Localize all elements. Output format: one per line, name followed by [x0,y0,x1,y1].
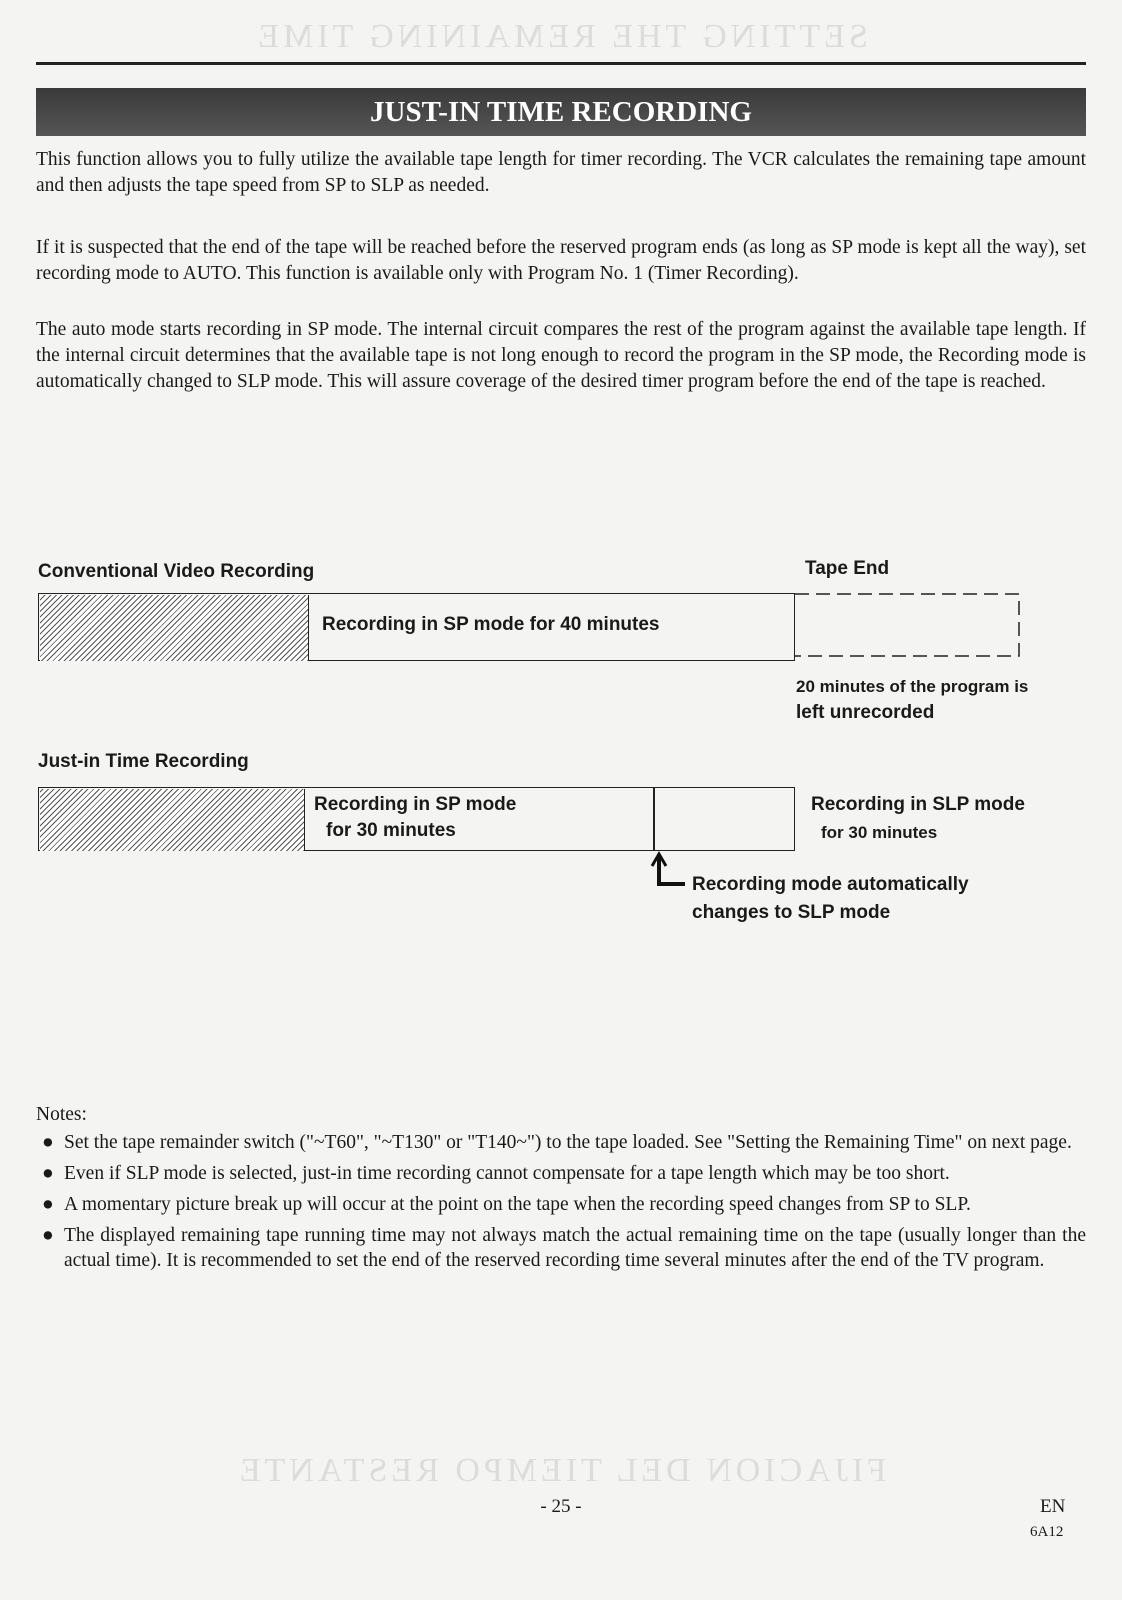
tape-end-label: Tape End [805,558,890,579]
bleed-through-heading-bottom: FIJACION DEL TIEMPO RESTANTE [235,1452,887,1489]
unrecorded-bracket [793,590,1028,680]
auto-change-note-line1: Recording mode automatically [692,874,969,895]
unrecorded-note-line1: 20 minutes of the program is [796,677,1029,696]
auto-mode-detail-paragraph: The auto mode starts recording in SP mode. The internal circuit compares the rest of the program against the available tape length. If the internal circuit determines that the available tape is not long enough to record the program in the SP mode, the Recording mode is automatically changed to SLP mode. This will assure coverage of the desired timer program before the end of the tape is reached. [36,319,1086,392]
section-title: JUST-IN TIME RECORDING [36,88,1086,136]
page-number: - 25 - [540,1496,582,1517]
notes-list [36,1130,1086,1279]
jit-sp-segment-line1: Recording in SP mode [314,794,517,815]
arrow-up-icon [645,850,685,890]
jit-mode-change-divider [653,787,655,850]
top-rule [36,62,1086,65]
jit-sp-hatch [40,789,305,851]
auto-mode-paragraph: If it is suspected that the end of the tape will be reached before the reserved program ends (as long as SP mode is kept all the way), set recording mode to AUTO. This function is available only with Program No. 1 (Timer Recording). [36,237,1086,284]
document-code: 6A12 [1030,1524,1064,1540]
note-item: ● The displayed remaining tape running time may not always match the actual remaining time on the tape (usually longer than the actual time). It is recommended to set the end of the reserved recording time several minutes after the end of the TV program. [42,1225,1086,1271]
conventional-recorded-hatch [40,595,309,661]
jit-slp-segment-line2: for 30 minutes [821,823,938,842]
note-item: ● A momentary picture break up will occur at the point on the tape when the recording speed changes from SP to SLP. [42,1194,971,1215]
unrecorded-note-line2: left unrecorded [796,702,935,723]
conventional-recording-label: Conventional Video Recording [38,561,315,582]
just-in-time-recording-label: Just-in Time Recording [38,751,249,772]
auto-change-note-line2: changes to SLP mode [692,902,891,923]
note-item: ● Even if SLP mode is selected, just-in time recording cannot compensate for a tape length which may be too short. [42,1163,950,1184]
language-code: EN [1040,1496,1066,1517]
note-item: ● Set the tape remainder switch ("~T60", "~T130" or "T140~") to the tape loaded. See "Setting the Remaining Time" on next page. [42,1132,1072,1153]
jit-sp-segment-line2: for 30 minutes [326,820,456,841]
bleed-through-heading-top: SETTING THE REMAINING TIME [254,18,868,55]
intro-paragraph: This function allows you to fully utilize the available tape length for timer recording. The VCR calculates the remaining tape amount and then adjusts the tape speed from SP to SLP as needed. [36,149,1086,196]
conventional-sp-segment-label: Recording in SP mode for 40 minutes [322,614,660,635]
notes-title: Notes: [36,1104,87,1125]
jit-slp-segment-line1: Recording in SLP mode [811,794,1025,815]
